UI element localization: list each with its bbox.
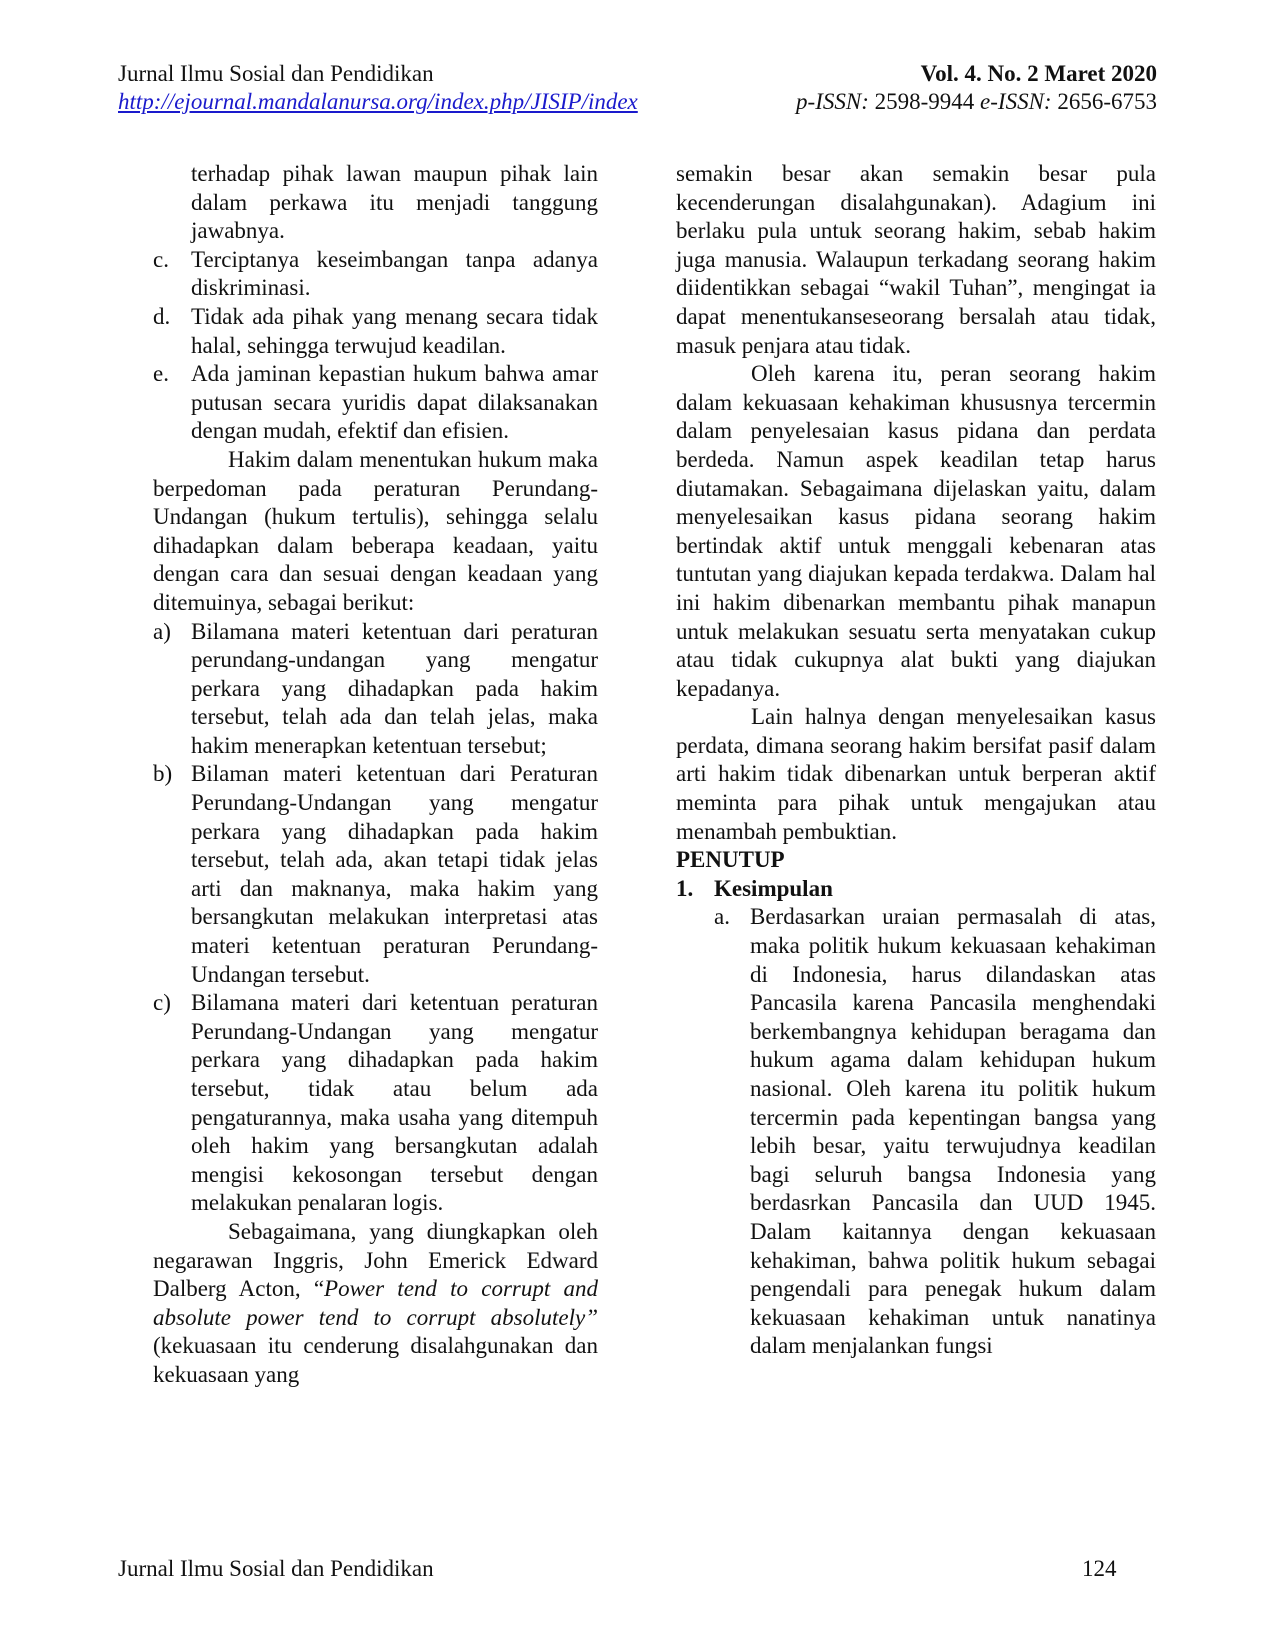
- quote-text: Power tend to corrupt and absolute power tend to corrupt absolutely”: [153, 1276, 598, 1330]
- footer-journal-name: Jurnal Ilmu Sosial dan Pendidikan: [118, 1556, 434, 1581]
- journal-name: Jurnal Ilmu Sosial dan Pendidikan: [118, 61, 434, 86]
- list-item-continuation: terhadap pihak lawan maupun pihak lain dalam perkawa itu menjadi tanggung jawabnya.: [191, 161, 598, 244]
- list-item-text: Tidak ada pihak yang menang secara tidak halal, sehingga terwujud keadilan.: [191, 303, 598, 358]
- paragraph-text: (kekuasaan itu cenderung disalahgunakan dan kekuasaan yang: [153, 1333, 598, 1387]
- list-item-text: Bilamana materi ketentuan dari peraturan perundang-undangan yang mengatur perkara yang dihadapkan pada hakim tersebut, telah ada dan telah jelas, maka hakim menerapkan ketentuan tersebut;: [191, 618, 598, 758]
- issn-info: [796, 88, 1157, 116]
- pissn-label: p-ISSN:: [796, 89, 869, 114]
- subsection-title: Kesimpulan: [714, 875, 833, 901]
- journal-url-link[interactable]: http://ejournal.mandalanursa.org/index.php/JISIP/index: [118, 89, 638, 114]
- list-marker: a.: [714, 904, 730, 930]
- list-item: [153, 618, 598, 761]
- conclusion-list: [676, 903, 1156, 1361]
- list-item: [714, 903, 1156, 1361]
- left-column: [153, 160, 598, 1390]
- list-item: [153, 760, 598, 989]
- list-item-text: Bilamana materi dari ketentuan peraturan Perundang-Undangan yang mengatur perkara yang dihadapkan pada hakim tersebut, tidak atau belum ada pengaturannya, maka usaha yang ditempuh oleh hakim yang bersangkutan adalah mengisi kekosongan tersebut dengan melakukan penalaran logis.: [191, 990, 598, 1216]
- list-item: [153, 360, 598, 446]
- principles-list: [153, 246, 598, 446]
- list-marker: c): [153, 990, 171, 1016]
- paragraph: Lain halnya dengan menyelesaikan kasus perdata, dimana seorang hakim bersifat pasif dalam arti hakim tidak dibenarkan untuk berperan aktif meminta para pihak untuk mengajukan atau menambah pembuktian.: [676, 704, 1156, 844]
- volume-info: Vol. 4. No. 2 Maret 2020: [920, 61, 1157, 86]
- eissn-label: e-ISSN:: [980, 89, 1052, 114]
- section-heading: PENUTUP: [676, 847, 785, 873]
- list-item-text: Berdasarkan uraian permasalah di atas, maka politik hukum kekuasaan kehakiman di Indonesia, harus dilandaskan atas Pancasila karena Pancasila menghendaki berkembangnya kehidupan beragama dan hukum agama dalam kehidupan hukum nasional. Oleh karena itu politik hukum tercermin pada kepentingan bangsa yang lebih besar, yaitu terwujudnya keadilan bagi seluruh bangsa Indonesia yang berdasrkan Pancasila dan UUD 1945. Dalam kaitannya dengan kekuasaan kehakiman, bahwa politik hukum sebagai pengendali para penegak hukum dalam kekuasaan kehakiman untuk nanatinya dalam menjalankan fungsi: [750, 904, 1156, 1359]
- conditions-list: [153, 618, 598, 1218]
- list-item-text: Terciptanya keseimbangan tanpa adanya diskriminasi.: [191, 246, 598, 301]
- list-item: [153, 303, 598, 360]
- pissn-value: 2598-9944: [868, 89, 981, 114]
- list-item: [153, 989, 598, 1218]
- list-item-text: Bilaman materi ketentuan dari Peraturan Perundang-Undangan yang mengatur perkara yang dihadapkan pada hakim tersebut, telah ada, akan tetapi tidak jelas arti dan maknanya, maka hakim yang bersangkutan melakukan interpretasi atas materi ketentuan peraturan Perundang-Undangan tersebut.: [191, 761, 598, 987]
- list-marker: d.: [153, 303, 171, 329]
- list-item-text: Ada jaminan kepastian hukum bahwa amar putusan secara yuridis dapat dilaksanakan dengan mudah, efektif dan efisien.: [191, 361, 598, 444]
- subsection-heading: [676, 875, 1156, 904]
- list-marker: e.: [153, 361, 169, 387]
- list-item: [153, 246, 598, 303]
- list-marker: a): [153, 618, 171, 644]
- list-marker: c.: [153, 246, 169, 272]
- paragraph: semakin besar akan semakin besar pula kecenderungan disalahgunakan). Adagium ini berlaku pula untuk seorang hakim, sebab hakim juga manusia. Walaupun terkadang seorang hakim diidentikkan sebagai “wakil Tuhan”, mengingat ia dapat menentukanseseorang bersalah atau tidak, masuk penjara atau tidak.: [676, 161, 1156, 358]
- subsection-number: 1.: [676, 875, 694, 901]
- paragraph: Oleh karena itu, peran seorang hakim dalam kekuasaan kehakiman khususnya tercermin dalam penyelesaian kasus pidana dan perdata berdeda. Namun aspek keadilan tetap harus diutamakan. Sebagaimana dijelaskan yaitu, dalam menyelesaikan kasus pidana seorang hakim bertindak aktif untuk menggali kebenaran atas tuntutan yang diajukan kepada terdakwa. Dalam hal ini hakim dibenarkan membantu pihak manapun untuk melakukan sesuatu serta menyatakan cukup atau tidak cukupnya alat bukti yang diajukan kepadanya.: [676, 361, 1156, 701]
- page-number: 124: [1082, 1556, 1117, 1581]
- paragraph-text: Sebagaimana, yang diungkapkan oleh negarawan Inggris, John Emerick Edward Dalberg Acton, “: [153, 1218, 598, 1302]
- eissn-value: 2656-6753: [1051, 89, 1157, 114]
- paragraph: Hakim dalam menentukan hukum maka berpedoman pada peraturan Perundang-Undangan (hukum tertulis), sehingga selalu dihadapkan dalam beberapa keadaan, yaitu dengan cara dan sesuai dengan keadaan yang ditemuinya, sebagai berikut:: [153, 446, 598, 615]
- paragraph: [153, 1218, 598, 1390]
- right-column: [676, 160, 1156, 1361]
- list-marker: b): [153, 761, 173, 787]
